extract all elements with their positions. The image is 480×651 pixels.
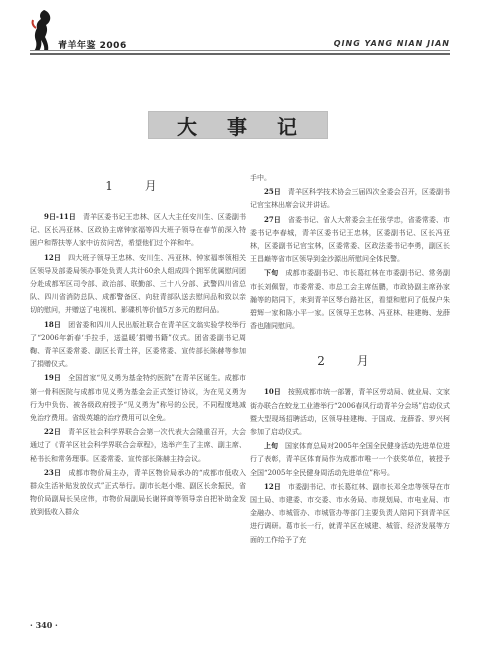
event-entry	[30, 466, 246, 520]
right-entries-feb	[250, 385, 450, 546]
event-text: 成都市物价局主办，青羊区物价局承办的“成都市低收入群众生活补贴发放仪式”正式举行。副市长赵小维、副区长余振民，省物价局副局长吴应伟，市物价局副局长谢祥商等领导亲自把补助金发放到低收入群众	[30, 468, 247, 517]
event-date: 10日	[264, 387, 281, 397]
event-entry	[250, 480, 450, 547]
event-entry	[30, 371, 246, 425]
event-text: 成都市委副书记、市长葛红林在市委副书记、常务副市长刘佩智，市委常委、市总工会主席伍鹏，市政协副主席孙家瀚等的陪同下，来到青羊区琴台路社区，看望和慰问了低保户朱碧辉一家和陈小平一家。区领导王忠林、冯亚林、桂建梅、龙薛香也随同慰问。	[250, 269, 451, 331]
event-entry	[250, 213, 450, 267]
event-text: 青羊区委书记王忠林、区人大主任安川生、区委副书记、区长冯亚林、区政协主席钟家福等四大班子领导在春节前深入特困户和帮扶等人家中访贫问苦，希望他们过个祥和年。	[30, 213, 246, 248]
event-text: 国家体育总局对2005年全国全民健身活动先进单位进行了表彰，青羊区体育局作为成都市唯一一个获奖单位，被授予全国“2005年全民健身周活动先进单位”称号。	[250, 442, 450, 477]
header-rule-thick	[30, 53, 450, 55]
banner-char: 记	[277, 114, 299, 139]
event-text: 手中。	[250, 174, 271, 182]
event-text: 团省委和四川人民出版社联合在青羊区文翁实验学校举行了“2006年新春‘手拉手，送温暖’捐赠书籍”仪式。团省委副书记周鞠、青羊区委常委、副区长青土祥，区委常委、宣传部长陈赫等参加了捐赠仪式。	[30, 320, 246, 369]
event-date: 下旬	[264, 268, 279, 278]
month-heading: 1 月	[105, 179, 171, 193]
event-entry	[250, 185, 450, 212]
banner-char: 事	[227, 114, 249, 139]
event-date: 25日	[264, 187, 281, 197]
month-heading: 2 月	[317, 354, 383, 369]
banner-char: 大	[177, 114, 199, 139]
event-text: 四大班子领导王忠林、安川生、冯亚林、钟家福率领相关区领导及部委局领办事处负责人共计60余人组成四个拥军优属慰问团分赴成都军区司令部、政治部、联勤部、三十八分部、武警四川省总队、四川省消防总队、成都警备区、向驻青部队送去慰问品和致以亲切的慰问，并赠送了电视机、影碟机等价值5万多元的慰问品。	[30, 253, 246, 315]
event-entry	[250, 266, 450, 333]
book-title-text: 青羊年鉴	[58, 41, 97, 51]
event-entry	[250, 385, 450, 439]
event-date: 12日	[44, 252, 61, 262]
event-date: 上旬	[264, 441, 279, 451]
page-number: · 340 ·	[30, 620, 58, 630]
section-title-banner	[148, 111, 328, 139]
header-rule	[30, 50, 450, 51]
event-date: 12日	[264, 481, 281, 491]
event-date: 22日	[44, 427, 61, 437]
page-header	[0, 0, 480, 62]
book-year: 2006	[99, 41, 127, 51]
event-text: 按照成都市统一部署，青羊区劳动局、就业局、文家街办联合在蛟龙工业港举行“2006春风行动青羊分会场”启动仪式暨大型现场招聘活动，区领导桂建梅、于国成、龙薛香、罗兴柯参加了启动仪式。	[250, 388, 450, 437]
right-column	[250, 172, 450, 547]
event-date: 23日	[44, 467, 62, 477]
event-date: 18日	[44, 319, 61, 329]
right-entries	[250, 172, 450, 333]
event-entry	[30, 318, 246, 372]
event-entry	[250, 439, 450, 480]
event-text: 省委书记、省人大常委会主任张学忠，省委常委、市委书记李春城，青羊区委书记王忠林，区委副书记、区长冯亚林，区委副书记官宝林，区委常委、区政法委书记李勇，副区长王昌巅等省市区领导到金沙源出所慰问全体民警。	[250, 215, 450, 264]
left-column	[30, 172, 246, 520]
event-date: 9日-11日	[44, 212, 76, 221]
dancing-figure-icon	[30, 8, 54, 52]
event-text: 全国首家“见义勇为基金特约医院”在青羊区诞生。成都市第一骨科医院与成都市见义勇为基金会正式签订协议，为在见义勇为行为中负伤、被各级政府授予“见义勇为”称号的公民，不同程度地减免治疗费用。省级英雄的治疗费用可以全免。	[30, 374, 246, 423]
event-date: 27日	[264, 214, 281, 224]
event-entry	[30, 251, 246, 318]
left-entries	[30, 210, 246, 520]
event-text: 市委副书记、市长葛红林、副市长邓全忠等领导在市国土局、市建委、市交委、市水务局、市规划局、市电业局、市金融办、市城管办、市城管办等部门主要负责人陪同下到青羊区进行调研。葛市长一行，就青羊区在城建、城管、经济发展等方面的工作给予了充	[250, 482, 450, 544]
event-date: 19日	[44, 373, 61, 383]
event-text: 青羊区科学技术协会三届四次全委会召开，区委副书记官宝林出席会议并讲话。	[250, 188, 450, 210]
header-pinyin: QING YANG NIAN JIAN	[333, 39, 450, 48]
event-text: 青羊区社会科学界联合会第一次代表大会隆重召开，大会通过了《青羊区社会科学界联合会章程》，选举产生了主席、副主席、秘书长和常务理事。区委常委、宣传部长陈赫主持会议。	[30, 428, 246, 463]
event-entry	[250, 172, 450, 185]
event-entry	[30, 210, 246, 251]
event-entry	[30, 425, 246, 466]
